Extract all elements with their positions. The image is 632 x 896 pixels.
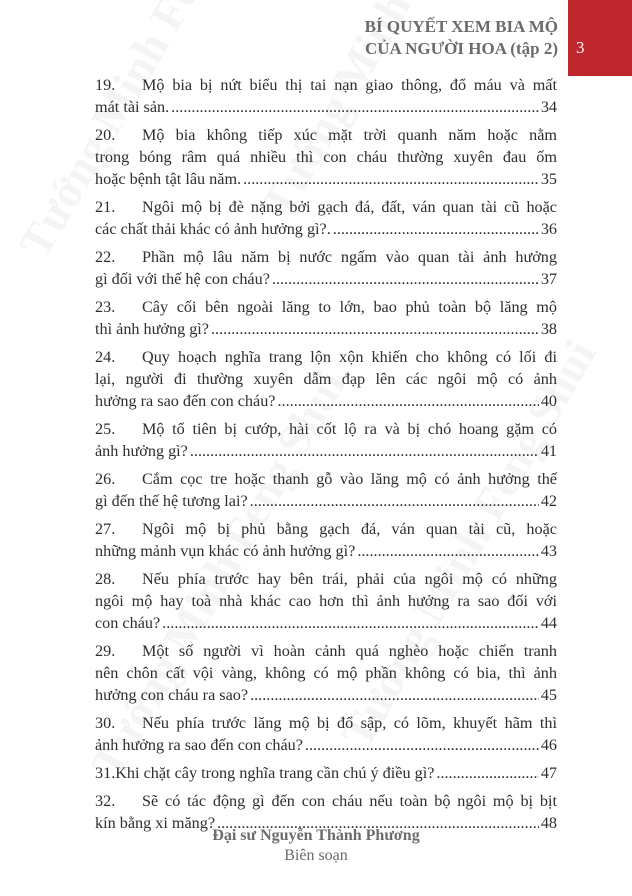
page-number: 3 <box>576 38 585 57</box>
toc-entry-text: trong bóng râm quá nhiều thì con cháu thường xuyên đau ốm <box>95 148 557 166</box>
toc-entry-line <box>95 684 557 706</box>
toc-entry-text: Nếu phía trước hay bên trái, phải của ngôi mộ có những <box>142 570 557 588</box>
toc-entry-line <box>95 74 557 96</box>
toc-entry-number: 26. <box>95 470 116 488</box>
toc-entry-number: 21. <box>95 198 116 216</box>
toc-entry-page[interactable]: 37 <box>540 270 557 288</box>
toc-leader-dots <box>171 96 539 118</box>
toc-entry <box>95 712 557 756</box>
table-of-contents <box>95 74 557 840</box>
toc-entry-text: Khi chặt cây trong nghĩa trang cần chú ý điều gì? <box>115 764 435 782</box>
toc-leader-dots <box>357 540 538 562</box>
toc-entry <box>95 124 557 190</box>
toc-leader-dots <box>162 612 539 634</box>
toc-entry-text: những mảnh vụn khác có ảnh hưởng gì? <box>95 542 356 560</box>
toc-entry-line <box>95 762 557 784</box>
toc-entry-line <box>95 146 557 168</box>
toc-entry-text: hưởng con cháu ra sao? <box>95 686 249 704</box>
toc-entry-text: Quy hoạch nghĩa trang lộn xộn khiến cho không có lối đi <box>142 348 557 366</box>
toc-entry <box>95 518 557 562</box>
toc-entry-text: hưởng ra sao đến con cháu? <box>95 392 276 410</box>
toc-entry-page[interactable]: 36 <box>540 220 557 238</box>
toc-entry-number: 28. <box>95 570 116 588</box>
toc-entry-number: 32. <box>95 792 116 810</box>
toc-entry-line <box>95 218 557 240</box>
toc-entry-text: Mộ bia không tiếp xúc mặt trời quanh năm hoặc nằm <box>142 126 557 144</box>
toc-entry-text: Phần mộ lâu năm bị nước ngấm vào quan tài ảnh hưởng <box>142 248 557 266</box>
toc-entry-text: Sẽ có tác động gì đến con cháu nếu toàn bộ ngôi mộ bị bịt <box>142 792 557 810</box>
page-number-badge <box>568 0 632 76</box>
toc-entry-line <box>95 390 557 412</box>
toc-entry-text: con cháu? <box>95 614 161 632</box>
toc-entry <box>95 74 557 118</box>
toc-entry-text: các chất thải khác có ảnh hưởng gì?. <box>95 220 331 238</box>
toc-entry-line <box>95 640 557 662</box>
toc-leader-dots <box>305 734 539 756</box>
toc-entry-line <box>95 268 557 290</box>
toc-entry-line <box>95 368 557 390</box>
toc-entry <box>95 640 557 706</box>
toc-entry-line <box>95 96 557 118</box>
toc-entry-text: gì đối với thế hệ con cháu? <box>95 270 270 288</box>
toc-entry-number: 31. <box>95 764 116 782</box>
toc-entry-line <box>95 540 557 562</box>
toc-entry-text: Cắm cọc tre hoặc thanh gỗ vào lăng mộ có ảnh hưởng thế <box>142 470 557 488</box>
toc-entry-page[interactable]: 34 <box>540 98 557 116</box>
toc-entry-line <box>95 590 557 612</box>
toc-entry <box>95 762 557 784</box>
toc-entry-text: Nếu phía trước lăng mộ bị đổ sập, có lõm, khuyết hãm thì <box>142 714 557 732</box>
toc-entry-text: Ngôi mộ bị phủ bằng gạch đá, ván quan tài cũ, hoặc <box>142 520 557 538</box>
toc-entry-number: 29. <box>95 642 116 660</box>
toc-entry-text: ảnh hưởng ra sao đến con cháu? <box>95 736 303 754</box>
author-role: Biên soạn <box>284 847 348 864</box>
toc-entry-text: hoặc bệnh tật lâu năm. <box>95 170 242 188</box>
toc-entry-page[interactable]: 46 <box>540 736 557 754</box>
toc-entry-line <box>95 418 557 440</box>
toc-entry-line <box>95 568 557 590</box>
toc-entry-text: Mộ bia bị nứt biểu thị tai nạn giao thông, đổ máu và mất <box>142 76 557 94</box>
toc-entry-line <box>95 296 557 318</box>
toc-entry-number: 25. <box>95 420 116 438</box>
toc-leader-dots <box>333 218 539 240</box>
header-title-line1: BÍ QUYẾT XEM BIA MỘ <box>364 17 558 36</box>
toc-entry-line <box>95 346 557 368</box>
toc-entry-line <box>95 490 557 512</box>
toc-entry-page[interactable]: 40 <box>540 392 557 410</box>
toc-leader-dots <box>272 268 539 290</box>
toc-entry-line <box>95 440 557 462</box>
toc-leader-dots <box>211 318 539 340</box>
toc-entry-number: 23. <box>95 298 116 316</box>
toc-entry-text: kín bằng xi măng? <box>95 814 216 832</box>
toc-entry-text: Ngôi mộ bị đè nặng bởi gạch đá, đất, ván quan tài cũ hoặc <box>142 198 557 216</box>
toc-entry-line <box>95 124 557 146</box>
running-header <box>365 16 558 60</box>
toc-entry <box>95 296 557 340</box>
author-name: Đại sư Nguyễn Thành Phương <box>212 827 420 844</box>
toc-leader-dots <box>190 440 539 462</box>
toc-leader-dots <box>278 390 539 412</box>
toc-entry-line <box>95 246 557 268</box>
toc-entry-text: Cây cối bên ngoài lăng to lớn, bao phủ toàn bộ lăng mộ <box>142 298 557 316</box>
toc-entry-line <box>95 168 557 190</box>
toc-entry-line <box>95 518 557 540</box>
header-title-line2: CỦA NGƯỜI HOA (tập 2) <box>365 39 558 58</box>
toc-entry-page[interactable]: 48 <box>540 814 557 832</box>
footer <box>0 826 632 866</box>
toc-leader-dots <box>436 762 538 784</box>
toc-entry-page[interactable]: 43 <box>540 542 557 560</box>
toc-entry-line <box>95 196 557 218</box>
toc-entry-page[interactable]: 38 <box>540 320 557 338</box>
toc-entry <box>95 418 557 462</box>
toc-entry <box>95 346 557 412</box>
toc-entry-page[interactable]: 42 <box>540 492 557 510</box>
toc-entry-text: nên chôn cất vội vàng, không có mộ phần không có bia, thì ảnh <box>95 664 557 682</box>
toc-entry-line <box>95 662 557 684</box>
toc-entry-line <box>95 790 557 812</box>
toc-entry-text: Mộ tổ tiên bị cướp, hài cốt lộ ra và bị chó hoang gặm có <box>142 420 557 438</box>
toc-leader-dots <box>250 684 539 706</box>
toc-entry-line <box>95 468 557 490</box>
toc-entry <box>95 468 557 512</box>
toc-entry-line <box>95 612 557 634</box>
toc-entry-line <box>95 318 557 340</box>
toc-entry-line <box>95 734 557 756</box>
toc-entry-page[interactable]: 47 <box>540 764 557 782</box>
toc-entry-page[interactable]: 45 <box>540 686 557 704</box>
toc-entry <box>95 246 557 290</box>
toc-entry-line <box>95 712 557 734</box>
toc-entry-text: gì đến thế hệ tương lai? <box>95 492 248 510</box>
toc-entry-text: Một số người vì hoàn cảnh quá nghèo hoặc chiến tranh <box>142 642 557 660</box>
toc-entry-page[interactable]: 41 <box>540 442 557 460</box>
toc-entry <box>95 568 557 634</box>
toc-entry-number: 24. <box>95 348 116 366</box>
toc-entry-page[interactable]: 44 <box>540 614 557 632</box>
toc-entry <box>95 196 557 240</box>
toc-entry-text: lại, người đi thường xuyên dẫm đạp lên các ngôi mộ có ảnh <box>95 370 557 388</box>
toc-leader-dots <box>250 490 539 512</box>
toc-entry-page[interactable]: 35 <box>540 170 557 188</box>
toc-entry-text: mát tài sản. <box>95 98 170 116</box>
toc-entry-text: thì ảnh hưởng gì? <box>95 320 209 338</box>
toc-entry-number: 27. <box>95 520 116 538</box>
toc-entry-number: 20. <box>95 126 116 144</box>
toc-entry-text: ảnh hưởng gì? <box>95 442 188 460</box>
toc-entry-number: 22. <box>95 248 116 266</box>
toc-entry-text: ngôi mộ hay toà nhà khác cao hơn thì ảnh hưởng ra sao đối với <box>95 592 557 610</box>
toc-entry-number: 19. <box>95 76 116 94</box>
toc-leader-dots <box>243 168 539 190</box>
toc-entry-number: 30. <box>95 714 116 732</box>
